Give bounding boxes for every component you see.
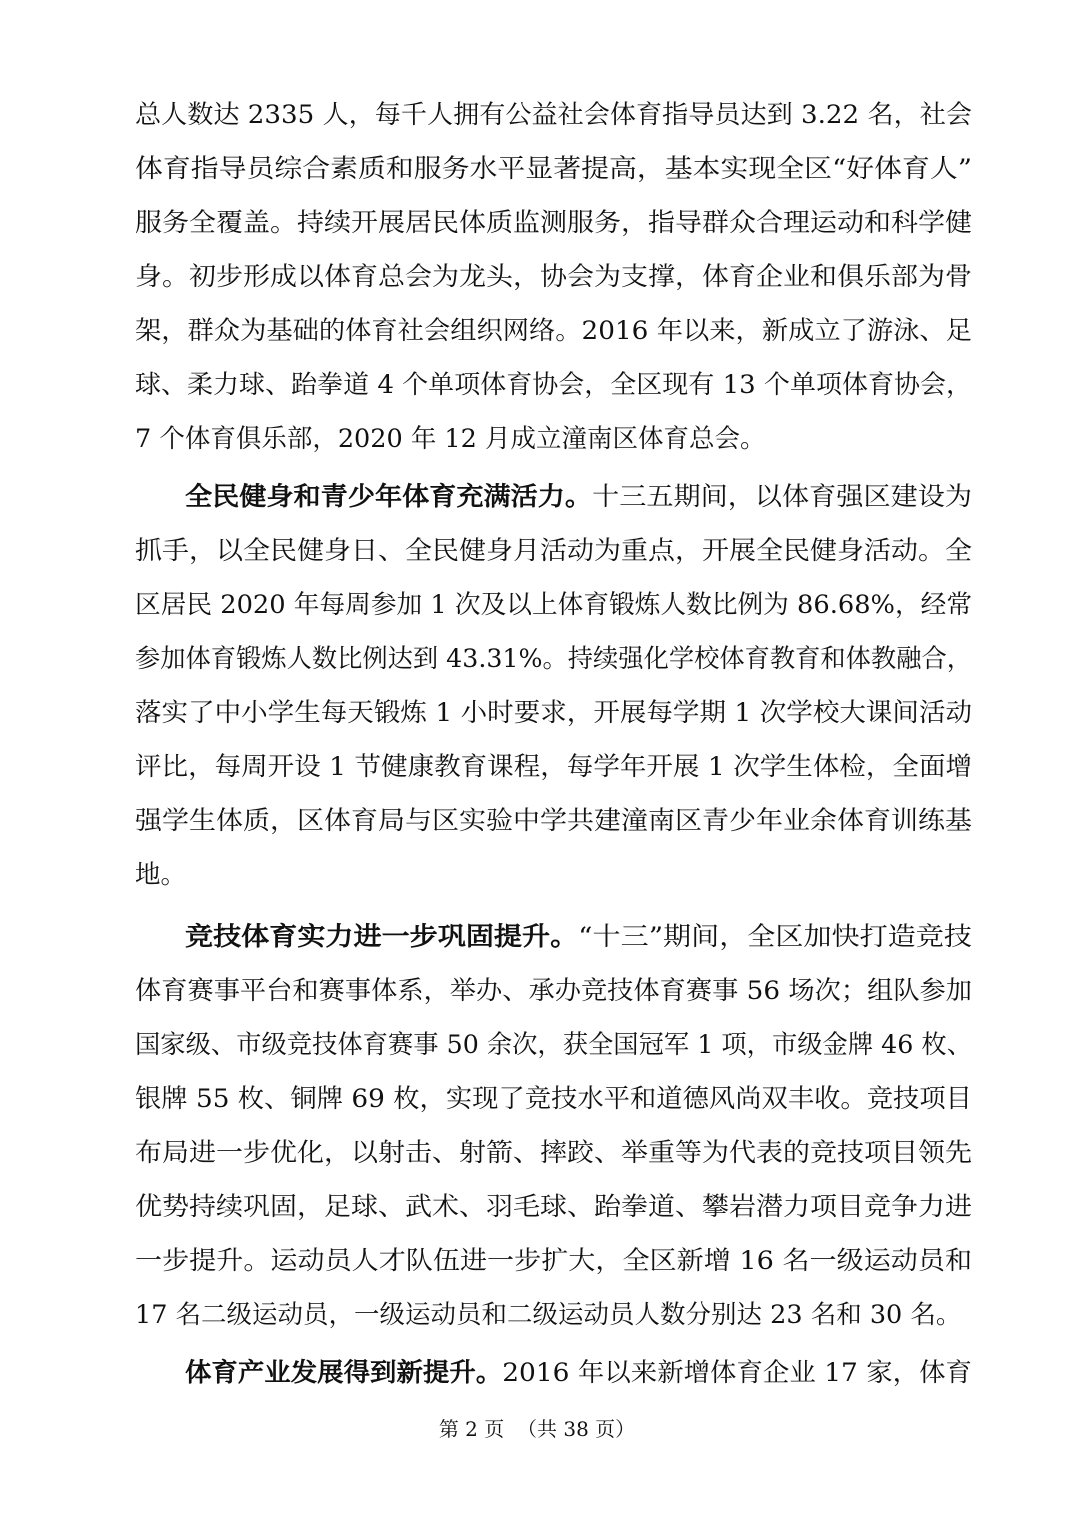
text-line [0, 361, 1074, 409]
text-line-content [135, 1129, 972, 1177]
text-line-content [135, 415, 766, 463]
paragraph-text: 银牌 55 枚、铜牌 69 枚，实现了竞技水平和道德风尚双丰收。竞技项目 [135, 1084, 972, 1114]
text-line-content [135, 797, 972, 845]
text-line-content [135, 1075, 972, 1123]
paragraph-text: 球、柔力球、跆拳道 4 个单项体育协会，全区现有 13 个单项体育协会， [135, 370, 973, 400]
paragraph-text: 体育指导员综合素质和服务水平显著提高，基本实现全区“好体育人” [135, 154, 973, 184]
text-line [0, 1291, 1074, 1339]
text-line [0, 91, 1074, 139]
paragraph-text: 强学生体质，区体育局与区实验中学共建潼南区青少年业余体育训练基 [135, 806, 972, 836]
text-line-content [185, 473, 972, 521]
text-line-content [185, 1349, 972, 1397]
paragraph-heading: 体育产业发展得到新提升。 [185, 1358, 503, 1388]
text-line-content [135, 253, 972, 301]
paragraph-text: 参加体育锻炼人数比例达到 43.31%。持续强化学校体育教育和体教融合， [135, 644, 972, 674]
paragraph-text: 优势持续巩固，足球、武术、羽毛球、跆拳道、攀岩潜力项目竞争力进 [135, 1192, 972, 1222]
paragraph-text: 2016 年以来新增体育企业 17 家，体育 [502, 1358, 972, 1388]
text-line [0, 415, 1074, 463]
text-line-content [135, 743, 972, 791]
text-line-content [135, 581, 972, 629]
text-line [0, 307, 1074, 355]
text-line-content [135, 689, 972, 737]
text-line-content [135, 851, 186, 899]
text-line-content [135, 1183, 972, 1231]
text-line-content [135, 91, 972, 139]
text-line-content [135, 361, 972, 409]
text-line-content [135, 635, 972, 683]
paragraph-heading: 竞技体育实力进一步巩固提升。 [185, 922, 579, 952]
text-line-content [135, 527, 972, 575]
paragraph-text: 国家级、市级竞技体育赛事 50 余次，获全国冠军 1 项，市级金牌 46 枚、 [135, 1030, 973, 1060]
paragraph-text: 地。 [135, 860, 187, 890]
text-line [0, 145, 1074, 193]
paragraph-text: “十三”期间，全区加快打造竞技 [578, 922, 972, 952]
text-line [0, 743, 1074, 791]
text-line-content [135, 145, 972, 193]
text-line [0, 1183, 1074, 1231]
text-line-content [135, 1237, 972, 1285]
text-line [0, 473, 1074, 521]
text-line [0, 1237, 1074, 1285]
paragraph-text: 服务全覆盖。持续开展居民体质监测服务，指导群众合理运动和科学健 [135, 208, 972, 238]
page-footer: 第 2 页 （共 38 页） [438, 1417, 636, 1441]
text-line-content [135, 967, 972, 1015]
text-line-content [135, 1291, 961, 1339]
text-line [0, 851, 1074, 899]
text-line [0, 913, 1074, 961]
paragraph-text: 区居民 2020 年每周参加 1 次及以上体育锻炼人数比例为 86.68%，经常 [135, 590, 973, 620]
text-line-content [185, 913, 972, 961]
text-line [0, 199, 1074, 247]
text-line [0, 527, 1074, 575]
text-line [0, 967, 1074, 1015]
paragraph-text: 十三五期间，以体育强区建设为 [592, 482, 973, 512]
paragraph-text: 布局进一步优化，以射击、射箭、摔跤、举重等为代表的竞技项目领先 [135, 1138, 972, 1168]
paragraph-text: 落实了中小学生每天锻炼 1 小时要求，开展每学期 1 次学校大课间活动 [135, 698, 973, 728]
paragraph-text: 总人数达 2335 人，每千人拥有公益社会体育指导员达到 3.22 名，社会 [135, 100, 972, 130]
paragraph-text: 一步提升。运动员人才队伍进一步扩大，全区新增 16 名一级运动员和 [135, 1246, 973, 1276]
paragraph-text: 体育赛事平台和赛事体系，举办、承办竞技体育赛事 56 场次；组队参加 [135, 976, 973, 1006]
paragraph-text: 评比，每周开设 1 节健康教育课程，每学年开展 1 次学生体检，全面增 [135, 752, 973, 782]
text-line-content [135, 199, 972, 247]
paragraph-text: 7 个体育俱乐部，2020 年 12 月成立潼南区体育总会。 [135, 424, 766, 454]
text-line [0, 1021, 1074, 1069]
text-line [0, 1075, 1074, 1123]
paragraph-text: 抓手，以全民健身日、全民健身月活动为重点，开展全民健身活动。全 [135, 536, 972, 566]
text-line [0, 797, 1074, 845]
text-line [0, 581, 1074, 629]
text-line [0, 1129, 1074, 1177]
paragraph-text: 17 名二级运动员，一级运动员和二级运动员人数分别达 23 名和 30 名。 [135, 1300, 962, 1330]
text-line [0, 689, 1074, 737]
text-line-content [135, 307, 972, 355]
paragraph-heading: 全民健身和青少年体育充满活力。 [185, 482, 593, 512]
text-line [0, 253, 1074, 301]
paragraph-text: 身。初步形成以体育总会为龙头，协会为支撑，体育企业和俱乐部为骨 [135, 262, 972, 292]
paragraph-text: 架，群众为基础的体育社会组织网络。2016 年以来，新成立了游泳、足 [135, 316, 972, 346]
text-line [0, 635, 1074, 683]
text-line-content [135, 1021, 972, 1069]
text-line [0, 1349, 1074, 1397]
